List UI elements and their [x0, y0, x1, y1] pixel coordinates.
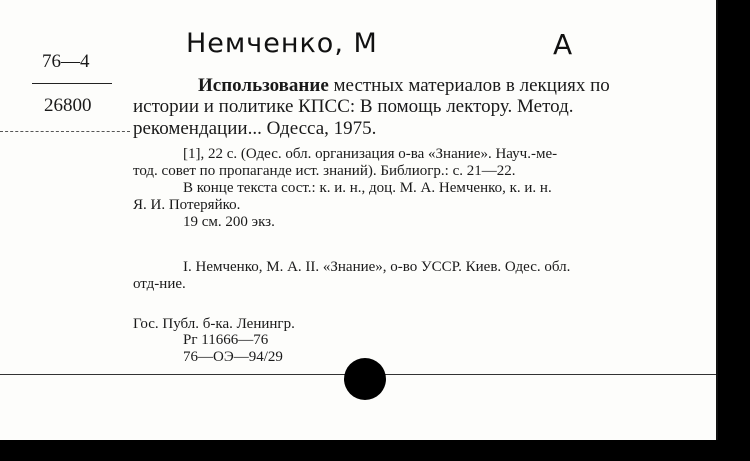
classification-divider: [32, 83, 112, 84]
note-line-1: [1], 22 с. (Одес. обл. организация о-ва «Знание». Науч.-ме-: [183, 146, 558, 162]
handwritten-author: Немченко, М: [186, 28, 378, 59]
title-line-1: [198, 75, 610, 97]
card-number: 26800: [44, 95, 92, 116]
note-line-2: тод. совет по пропаганде ист. знаний). Библиогр.: с. 21—22.: [133, 163, 516, 179]
title-line-1-text: местных материалов в лекциях по: [333, 75, 610, 96]
added-entry-line-1: I. Немченко, М. А. II. «Знание», о-во УССР. Киев. Одес. обл.: [183, 259, 571, 275]
classification-code: 76—4: [42, 51, 90, 72]
library-line-2: Рг 11666—76: [183, 332, 269, 348]
dashed-line: [0, 131, 130, 132]
added-entry-line-2: отд-ние.: [133, 276, 186, 292]
title-line-2: истории и политике КПСС: В помощь лектору. Метод.: [133, 96, 574, 117]
card-border: [716, 0, 718, 440]
punch-hole: [344, 358, 386, 400]
library-line-1: Гос. Публ. б-ка. Ленингр.: [133, 316, 295, 332]
note-line-5: 19 см. 200 экз.: [183, 214, 275, 230]
title-bold-word: Использование: [198, 75, 329, 96]
library-line-3: 76—ОЭ—94/29: [183, 349, 283, 365]
note-line-3: В конце текста сост.: к. и. н., доц. М. А. Немченко, к. и. н.: [183, 180, 552, 196]
title-line-3: рекомендации... Одесса, 1975.: [133, 118, 377, 139]
note-line-4: Я. И. Потеряйко.: [133, 197, 241, 213]
handwritten-mark: А: [553, 28, 574, 61]
